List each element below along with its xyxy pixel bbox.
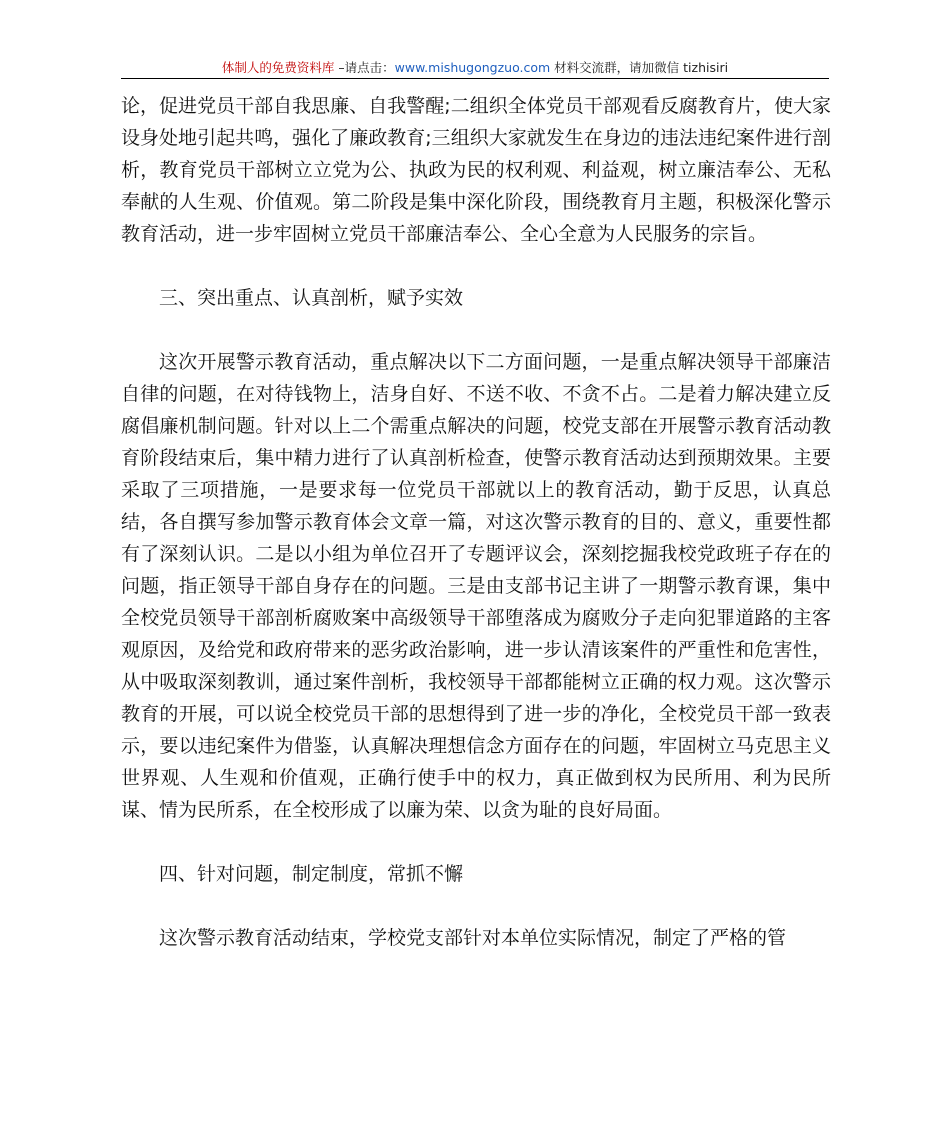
paragraph-gap bbox=[121, 826, 831, 858]
section-heading-3: 三、突出重点、认真剖析，赋予实效 bbox=[159, 287, 464, 309]
page-header bbox=[121, 58, 829, 78]
paragraph-section-3: 这次开展警示教育活动，重点解决以下二方面问题，一是重点解决领导干部廉洁自律的问题，在对待钱物上，洁身自好、不送不收、不贪不占。二是着力解决建立反腐倡廉机制问题。针对以上二个需重点解决的问题，校党支部在开展警示教育活动教育阶段结束后，集中精力进行了认真剖析检查，使警示教育活动达到预期效果。主要采取了三项措施，一是要求每一位党员干部就以上的教育活动，勤于反思，认真总结，各自撰写参加警示教育体会文章一篇，对这次警示教育的目的、意义，重要性都有了深刻认识。二是以小组为单位召开了专题评议会，深刻挖掘我校党政班子存在的问题，指正领导干部自身存在的问题。三是由支部书记主讲了一期警示教育课，集中全校党员领导干部剖析腐败案中高级领导干部堕落成为腐败分子走向犯罪道路的主客观原因，及给党和政府带来的恶劣政治影响，进一步认清该案件的严重性和危害性，从中吸取深刻教训，通过案件剖析，我校领导干部都能树立正确的权力观。这次警示教育的开展，可以说全校党员干部的思想得到了进一步的净化，全校党员干部一致表示，要以违纪案件为借鉴，认真解决理想信念方面存在的问题，牢固树立马克思主义世界观、人生观和价值观，正确行使手中的权力，真正做到权为民所用、利为民所谋、情为民所系，在全校形成了以廉为荣、以贪为耻的良好局面。 bbox=[121, 351, 831, 821]
header-url-link[interactable]: www.mishugongzuo.com bbox=[394, 60, 551, 75]
header-prefix: –请点击： bbox=[334, 60, 395, 75]
paragraph-gap bbox=[121, 890, 831, 922]
section-heading-4: 四、针对问题，制定制度，常抓不懈 bbox=[159, 863, 464, 885]
paragraph-section-4: 这次警示教育活动结束，学校党支部针对本单位实际情况，制定了严格的管 bbox=[159, 927, 787, 949]
header-suffix: 材料交流群，请加微信 tizhisiri bbox=[550, 60, 729, 75]
paragraph-gap bbox=[121, 314, 831, 346]
header-divider bbox=[121, 78, 829, 79]
document-body bbox=[121, 90, 831, 954]
paragraph-gap bbox=[121, 250, 831, 282]
header-site-name: 体制人的免费资料库 bbox=[221, 60, 335, 75]
paragraph-continued: 论，促进党员干部自我思廉、自我警醒;二组织全体党员干部观看反腐教育片，使大家设身处地引起共鸣，强化了廉政教育;三组织大家就发生在身边的违法违纪案件进行剖析，教育党员干部树立立党为公、执政为民的权利观、利益观，树立廉洁奉公、无私奉献的人生观、价值观。第二阶段是集中深化阶段，围绕教育月主题，积极深化警示教育活动，进一步牢固树立党员干部廉洁奉公、全心全意为人民服务的宗旨。 bbox=[121, 95, 831, 245]
